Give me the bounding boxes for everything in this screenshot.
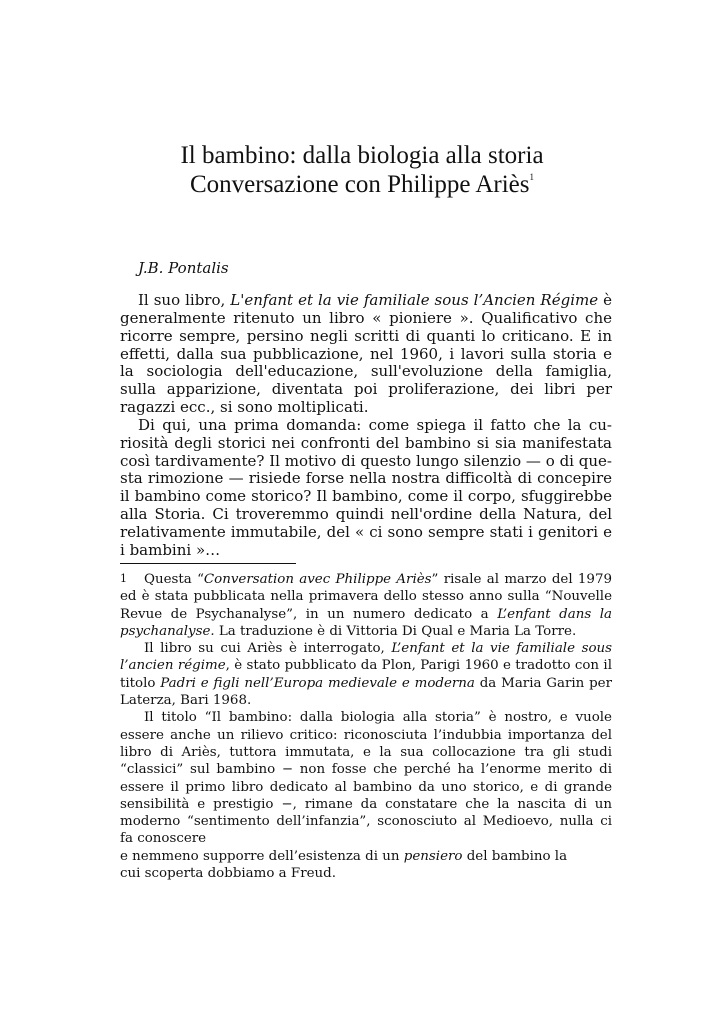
footnote-3-line-b-start: e nemmeno supporre dell’esistenza di un [120, 848, 404, 864]
footnote-3-line-b [120, 848, 612, 865]
title-line-2-text: Conversazione con Philippe Ariès [189, 171, 530, 198]
footnote-1-text-c: La traduzione è di Vittoria Di Qual e Maria La Torre. [214, 623, 577, 639]
footnote-divider [120, 563, 296, 564]
title-line-1: Il bambino: dalla biologia alla storia [180, 142, 544, 169]
footnote-1-text-b: ” risale al marzo del 1979 ed è stata pubblicata nella primavera dello stesso anno sulla “Nouvelle Revue de Psychanalyse”, in un numero dedicato a [120, 572, 612, 622]
footnote-2-text-b: , è stato pubblicato da Plon, Parigi 1960 e tradotto con il titolo [120, 658, 612, 691]
paragraph-1-rest: è generalmente ritenuto un libro « pioniere ». Qualificativo che ricorre sempre, persino negli scritti di quanti lo criticano. E in effetti, dalla sua pubblicazione, nel 1960, i lavori sulla storia e la sociologia dell'educazione, sull'evoluzione della famiglia, sulla apparizione, diventata poi proliferazione, dei libri per ragazzi ecc., si sono moltiplicati. [120, 291, 612, 417]
footnote-3-line-b-end: del bambino la [462, 848, 568, 864]
footnote-3-pensiero: pensiero [403, 848, 463, 864]
footnote-1-text-a: Questa “ [144, 572, 204, 587]
footnote-3: Il titolo “Il bambino: dalla biologia alla storia” è nostro, e vuole essere anche un rilievo critico: riconosciuta l’indubbia importanza del libro di Ariès, tuttora immutata, e la sua collocazione tra gli studi “classici” sul bambino − non fosse che perché ha l’enorme merito di essere il primo libro dedicato al bambino da uno storico, e di grande sensibilità e prestigio −, rimane da constatare che la nascita di un moderno “sentimento dell’infanzia”, sconosciuto al Medioevo, nulla ci fa conoscere [120, 710, 612, 847]
footnote-2-book: L’enfant et la vie familiale sous l’ancien régime [120, 641, 612, 674]
footnote-3-end [120, 848, 612, 883]
footnote-mark: 1 [120, 572, 127, 585]
paragraph-1 [120, 292, 612, 417]
footnote-3-line-c: cui scoperta dobbiamo a Freud. [120, 866, 336, 882]
footnote-2-text-a: Il libro su cui Ariès è interrogato, [144, 641, 392, 657]
footnote-2-text-c: da Maria Garin per Laterza, Bari 1968. [120, 675, 612, 709]
author-name: J.B. Pontalis [138, 259, 229, 277]
footnote-reference[interactable]: 1 [529, 172, 534, 182]
footnote-1-title: Conversation avec Philippe Ariès [203, 572, 432, 587]
paragraph-1-start: Il suo libro, [138, 291, 231, 309]
article-title [120, 141, 604, 199]
title-line-2 [120, 170, 604, 199]
book-title: L'enfant et la vie familiale sous l’Ancien Régime [230, 291, 599, 309]
footnote-2-italian-title: Padri e figli nell’Europa medievale e moderna [160, 675, 475, 691]
footnote-1 [120, 570, 612, 640]
footnote-1-issue: L’enfant dans la psychanalyse. [120, 606, 613, 639]
footnote-2 [120, 640, 612, 709]
footnotes [120, 570, 612, 882]
article-body [120, 292, 612, 560]
paragraph-2: Di qui, una prima domanda: come spiega il fatto che la curiosità degli storici nei confronti del bambino si sia manifestata così tardivamente? Il motivo di questo lungo silenzio — o di questa rimozione — risiede forse nella nostra difficoltà di concepire il bambino come storico? Il bambino, come il corpo, sfuggirebbe alla Storia. Ci troveremmo quindi nell'ordine della Natura, del relativamente immutabile, del « ci sono sempre stati i genitori e i bambini »… [120, 415, 612, 559]
